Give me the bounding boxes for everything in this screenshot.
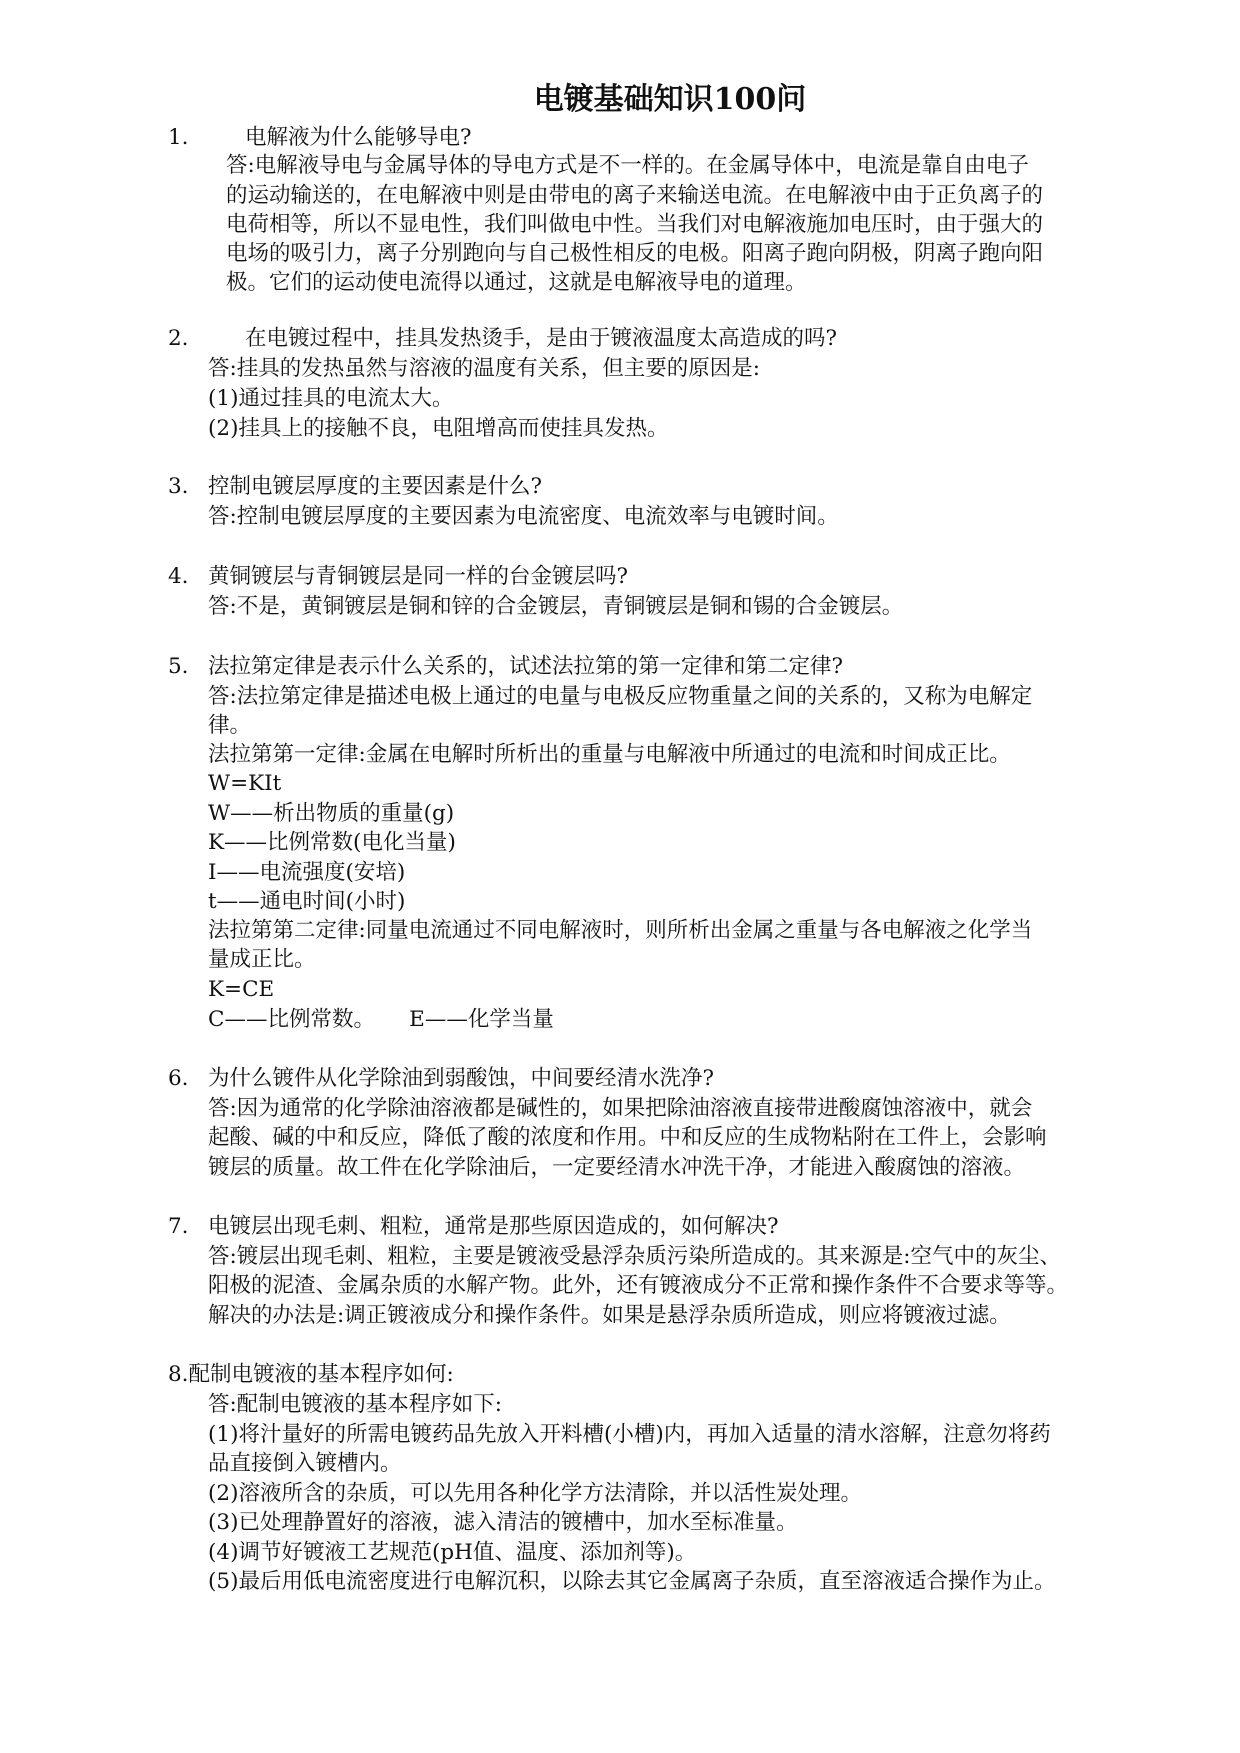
answer-line: (1)将汁量好的所需电镀药品先放入开料槽(小槽)内，再加入适量的清水溶解，注意勿将药 <box>208 1422 1051 1447</box>
answer-line: 答:电解液导电与金属导体的导电方式是不一样的。在金属导体中，电流是靠自由电子 <box>226 153 1029 178</box>
question-text: 为什么镀件从化学除油到弱酸蚀，中间要经清水洗净? <box>208 1066 715 1091</box>
question-number: 5. <box>168 654 189 679</box>
answer-line: 起酸、碱的中和反应，降低了酸的浓度和作用。中和反应的生成物粘附在工件上，会影响 <box>208 1125 1047 1150</box>
answer-line: (1)通过挂具的电流太大。 <box>208 386 454 411</box>
answer-line: 律。 <box>208 713 252 738</box>
answer-line: 答:镀层出现毛刺、粗粒，主要是镀液受悬浮杂质污染所造成的。其来源是:空气中的灰尘、 <box>208 1244 1061 1269</box>
formula-line: W=KIt <box>208 771 282 796</box>
answer-line: 电场的吸引力，离子分别跑向与自己极性相反的电极。阳离子跑向阴极，阴离子跑向阳 <box>226 241 1044 266</box>
question-number: 1. <box>168 125 189 150</box>
answer-line: 答:配制电镀液的基本程序如下: <box>208 1392 502 1417</box>
answer-line: 解决的办法是:调正镀液成分和操作条件。如果是悬浮杂质所造成，则应将镀液过滤。 <box>208 1303 1011 1328</box>
question-text: 电镀层出现毛刺、粗粒，通常是那些原因造成的，如何解决? <box>208 1214 779 1239</box>
answer-line: 答:因为通常的化学除油溶液都是碱性的，如果把除油溶液直接带进酸腐蚀溶液中，就会 <box>208 1096 1033 1121</box>
formula-line: K=CE <box>208 977 275 1002</box>
question-text: 电解液为什么能够导电? <box>245 125 472 150</box>
answer-line: 极。它们的运动使电流得以通过，这就是电解液导电的道理。 <box>226 270 807 295</box>
answer-line: 答:控制电镀层厚度的主要因素为电流密度、电流效率与电镀时间。 <box>208 504 839 529</box>
answer-line: 电荷相等，所以不显电性，我们叫做电中性。当我们对电解液施加电压时，由于强大的 <box>226 212 1044 237</box>
answer-line: 品直接倒入镀槽内。 <box>208 1451 402 1476</box>
question-text: 控制电镀层厚度的主要因素是什么? <box>208 474 543 499</box>
formula-line: C——比例常数。 E——化学当量 <box>208 1007 554 1032</box>
question-number: 6. <box>168 1066 189 1091</box>
question-number: 4. <box>168 564 189 589</box>
question-text: 黄铜镀层与青铜镀层是同一样的台金镀层吗? <box>208 564 629 589</box>
answer-line: 答:挂具的发热虽然与溶液的温度有关系，但主要的原因是: <box>208 356 760 381</box>
question-number: 2. <box>168 326 189 351</box>
formula-line: W——析出物质的重量(g) <box>208 801 455 826</box>
answer-line: 量成正比。 <box>208 947 316 972</box>
question-number: 3. <box>168 474 189 499</box>
answer-line: (2)挂具上的接触不良，电阻增高而使挂具发热。 <box>208 416 669 441</box>
answer-line: 的运动输送的，在电解液中则是由带电的离子来输送电流。在电解液中由于正负离子的 <box>226 183 1044 208</box>
answer-line: 答:不是，黄铜镀层是铜和锌的合金镀层，青铜镀层是铜和锡的合金镀层。 <box>208 594 904 619</box>
answer-line: (4)调节好镀液工艺规范(pH值、温度、添加剂等)。 <box>208 1540 697 1565</box>
formula-line: t——通电时间(小时) <box>208 889 406 914</box>
answer-line: 镀层的质量。故工件在化学除油后，一定要经清水冲洗干净，才能进入酸腐蚀的溶液。 <box>208 1155 1026 1180</box>
answer-line: (3)已处理静置好的溶液，滤入清洁的镀槽中，加水至标准量。 <box>208 1510 798 1535</box>
question-number: 7. <box>168 1214 189 1239</box>
answer-line: 法拉第第一定律:金属在电解时所析出的重量与电解液中所通过的电流和时间成正比。 <box>208 742 1011 767</box>
answer-line: (2)溶液所含的杂质，可以先用各种化学方法清除，并以活性炭处理。 <box>208 1481 862 1506</box>
document-title: 电镀基础知识100问 <box>533 82 807 117</box>
answer-line: 答:法拉第定律是描述电极上通过的电量与电极反应物重量之间的关系的，又称为电解定 <box>208 684 1033 709</box>
answer-line: 阳极的泥渣、金属杂质的水解产物。此外，还有镀液成分不正常和操作条件不合要求等等。 <box>208 1273 1069 1298</box>
answer-line: (5)最后用低电流密度进行电解沉积，以除去其它金属离子杂质，直至溶液适合操作为止。 <box>208 1569 1056 1594</box>
question-text: 法拉第定律是表示什么关系的，试述法拉第的第一定律和第二定律? <box>208 654 844 679</box>
answer-line: 法拉第第二定律:同量电流通过不同电解液时，则所析出金属之重量与各电解液之化学当 <box>208 918 1033 943</box>
question-text: 在电镀过程中，挂具发热烫手，是由于镀液温度太高造成的吗? <box>245 326 838 351</box>
formula-line: K——比例常数(电化当量) <box>208 830 456 855</box>
formula-line: I——电流强度(安培) <box>208 860 406 885</box>
question-text: 8.配制电镀液的基本程序如何: <box>168 1362 454 1387</box>
